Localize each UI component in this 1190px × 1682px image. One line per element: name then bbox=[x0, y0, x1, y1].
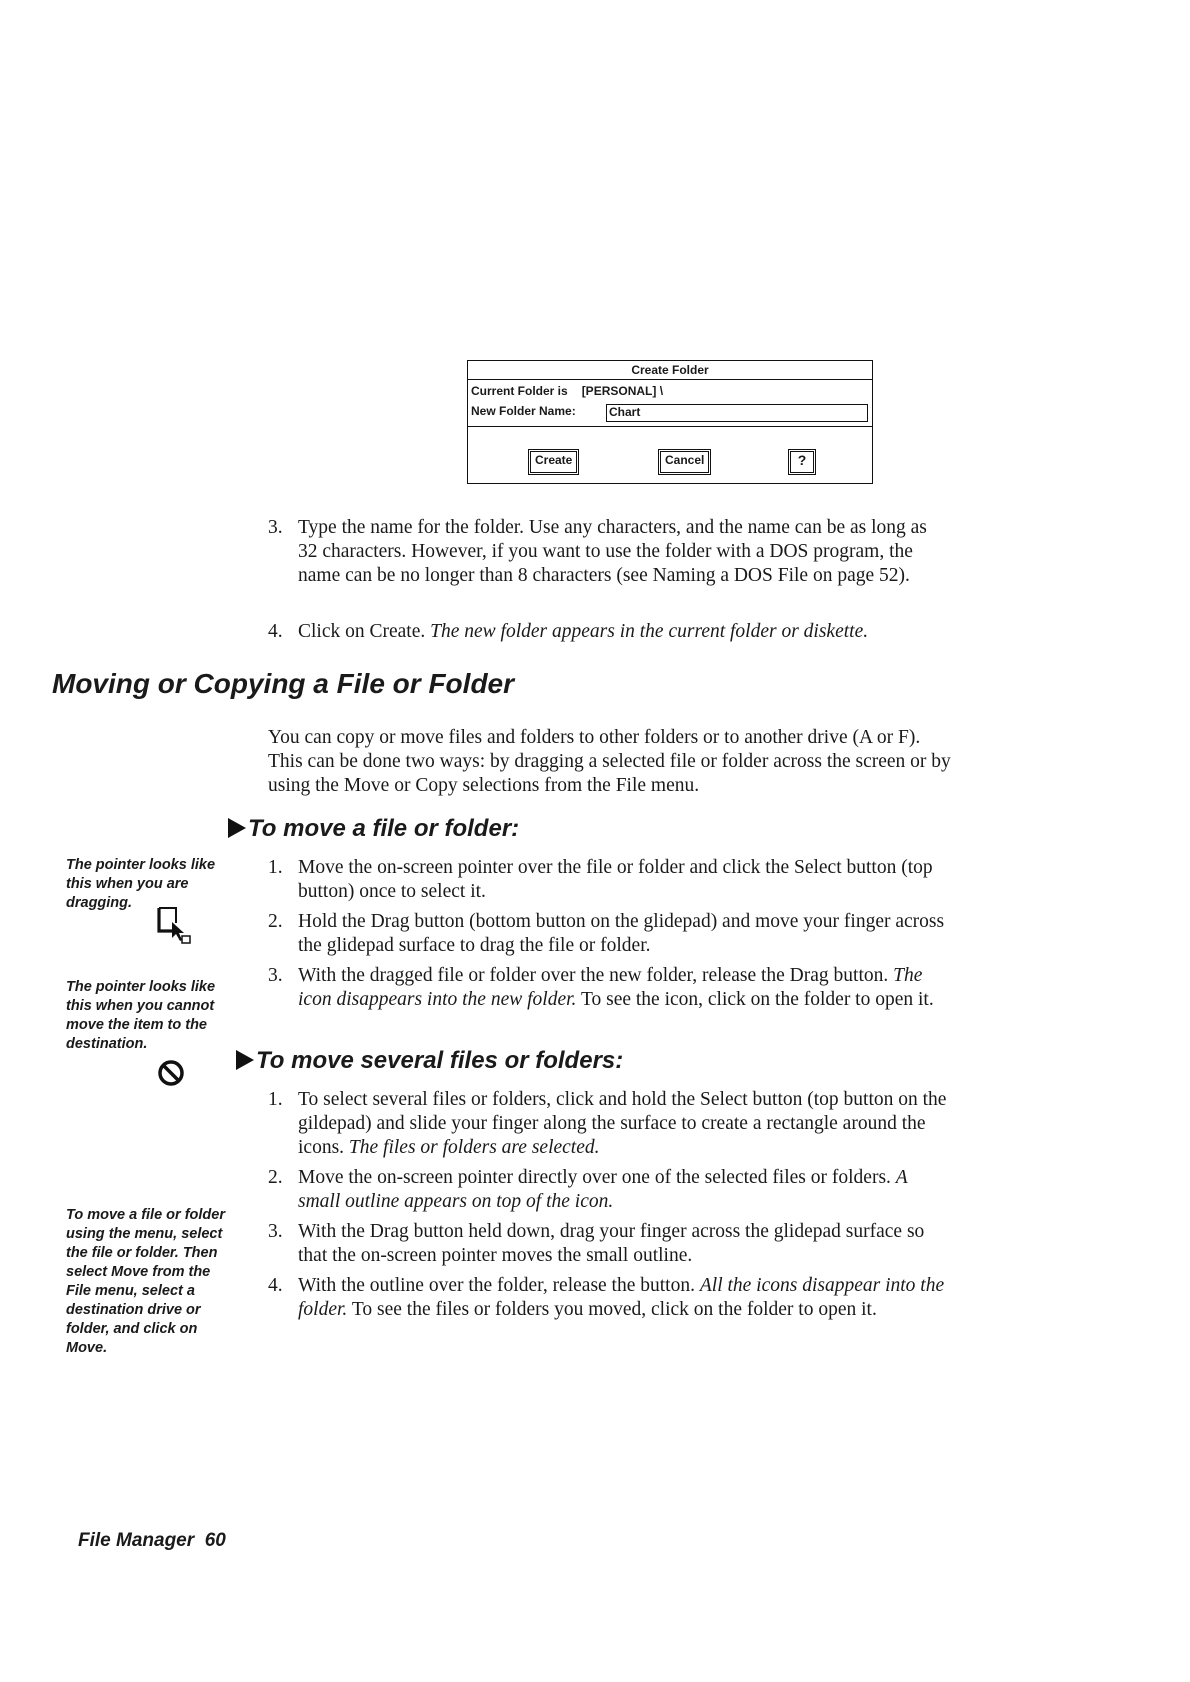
list-item bbox=[268, 1220, 948, 1268]
subheading-move-several: To move several files or folders: bbox=[236, 1047, 623, 1075]
step-text: With the outline over the folder, release the button. All the icons disappear into the folder. To see the files or folders you moved, click on the folder to open it. bbox=[298, 1275, 945, 1320]
step-number: 2. bbox=[268, 911, 283, 932]
triangle-bullet-icon bbox=[236, 1050, 254, 1070]
step-number: 1. bbox=[268, 857, 283, 878]
current-folder-label: Current Folder is bbox=[471, 384, 568, 398]
list-item bbox=[268, 620, 948, 644]
note-dragging: The pointer looks like this when you are dragging. bbox=[66, 857, 216, 911]
new-folder-name-input[interactable]: Chart bbox=[606, 404, 868, 422]
step-result: A small outline appears on top of the icon. bbox=[298, 1167, 908, 1212]
step-text: Hold the Drag button (bottom button on the glidepad) and move your finger across the glidepad surface to drag the file or folder. bbox=[298, 911, 945, 956]
step-result: All the icons disappear into the folder. bbox=[298, 1275, 945, 1320]
step-text: Move the on-screen pointer directly over one of the selected files or folders. A small outline appears on top of the icon. bbox=[298, 1167, 908, 1212]
step-result: The new folder appears in the current folder or diskette. bbox=[430, 621, 869, 642]
list-item bbox=[268, 1166, 948, 1214]
current-folder-value: [PERSONAL] \ bbox=[581, 384, 664, 398]
step-number: 3. bbox=[268, 1221, 283, 1242]
step-text: With the Drag button held down, drag your finger across the glidepad surface so that the on-screen pointer moves the small outline. bbox=[298, 1221, 925, 1266]
step-result: The files or folders are selected. bbox=[348, 1137, 600, 1158]
subheading-move-one: To move a file or folder: bbox=[228, 815, 519, 843]
note-menu: To move a file or folder using the menu, select the file or folder. Then select Move from the File menu, select a destination drive or folder, and click on Move. bbox=[66, 1207, 225, 1356]
no-entry-icon bbox=[156, 1058, 186, 1088]
step-text: Click on Create. The new folder appears in the current folder or diskette. bbox=[298, 621, 869, 642]
step-number: 3. bbox=[268, 517, 283, 538]
step-number: 4. bbox=[268, 621, 283, 642]
step-result: The icon disappears into the new folder. bbox=[298, 965, 923, 1010]
step-number: 1. bbox=[268, 1089, 283, 1110]
list-item bbox=[268, 1088, 948, 1160]
triangle-bullet-icon bbox=[228, 818, 246, 838]
list-item bbox=[268, 910, 948, 958]
list-item bbox=[268, 856, 948, 904]
step-number: 2. bbox=[268, 1167, 283, 1188]
current-folder-row bbox=[468, 380, 872, 402]
create-button[interactable]: Create bbox=[530, 451, 577, 473]
help-button[interactable]: ? bbox=[790, 451, 814, 473]
step-text: To select several files or folders, click and hold the Select button (top button on the gildepad) and slide your finger along the surface to create a rectangle around the icons. The files or folders are selected. bbox=[298, 1089, 947, 1158]
list-item bbox=[268, 964, 948, 1012]
step-number: 4. bbox=[268, 1275, 283, 1296]
page-footer: File Manager 60 bbox=[78, 1530, 226, 1551]
intro-paragraph: You can copy or move files and folders to other folders or to another drive (A or F). This can be done two ways: by dragging a selected file or folder across the screen or by using the Move or Copy selections from the File menu. bbox=[268, 727, 951, 796]
step-text: Type the name for the folder. Use any characters, and the name can be as long as 32 characters. However, if you want to use the folder with a DOS program, the name can be no longer than 8 characters (see Naming a DOS File on page 52). bbox=[298, 517, 927, 586]
drag-pointer-icon bbox=[155, 905, 195, 945]
new-folder-row bbox=[468, 402, 872, 427]
new-folder-name-label: New Folder Name: bbox=[471, 404, 576, 418]
section-title: Moving or Copying a File or Folder bbox=[52, 668, 515, 699]
step-text: Move the on-screen pointer over the file or folder and click the Select button (top button) once to select it. bbox=[298, 857, 933, 902]
cancel-button[interactable]: Cancel bbox=[660, 451, 709, 473]
list-item bbox=[268, 516, 948, 588]
note-cannot-move: The pointer looks like this when you cannot move the item to the destination. bbox=[66, 979, 216, 1052]
step-text: With the dragged file or folder over the new folder, release the Drag button. The icon disappears into the new folder. To see the icon, click on the folder to open it. bbox=[298, 965, 934, 1010]
dialog-title: Create Folder bbox=[468, 361, 872, 380]
create-folder-dialog bbox=[467, 360, 873, 484]
step-number: 3. bbox=[268, 965, 283, 986]
list-item bbox=[268, 1274, 948, 1322]
